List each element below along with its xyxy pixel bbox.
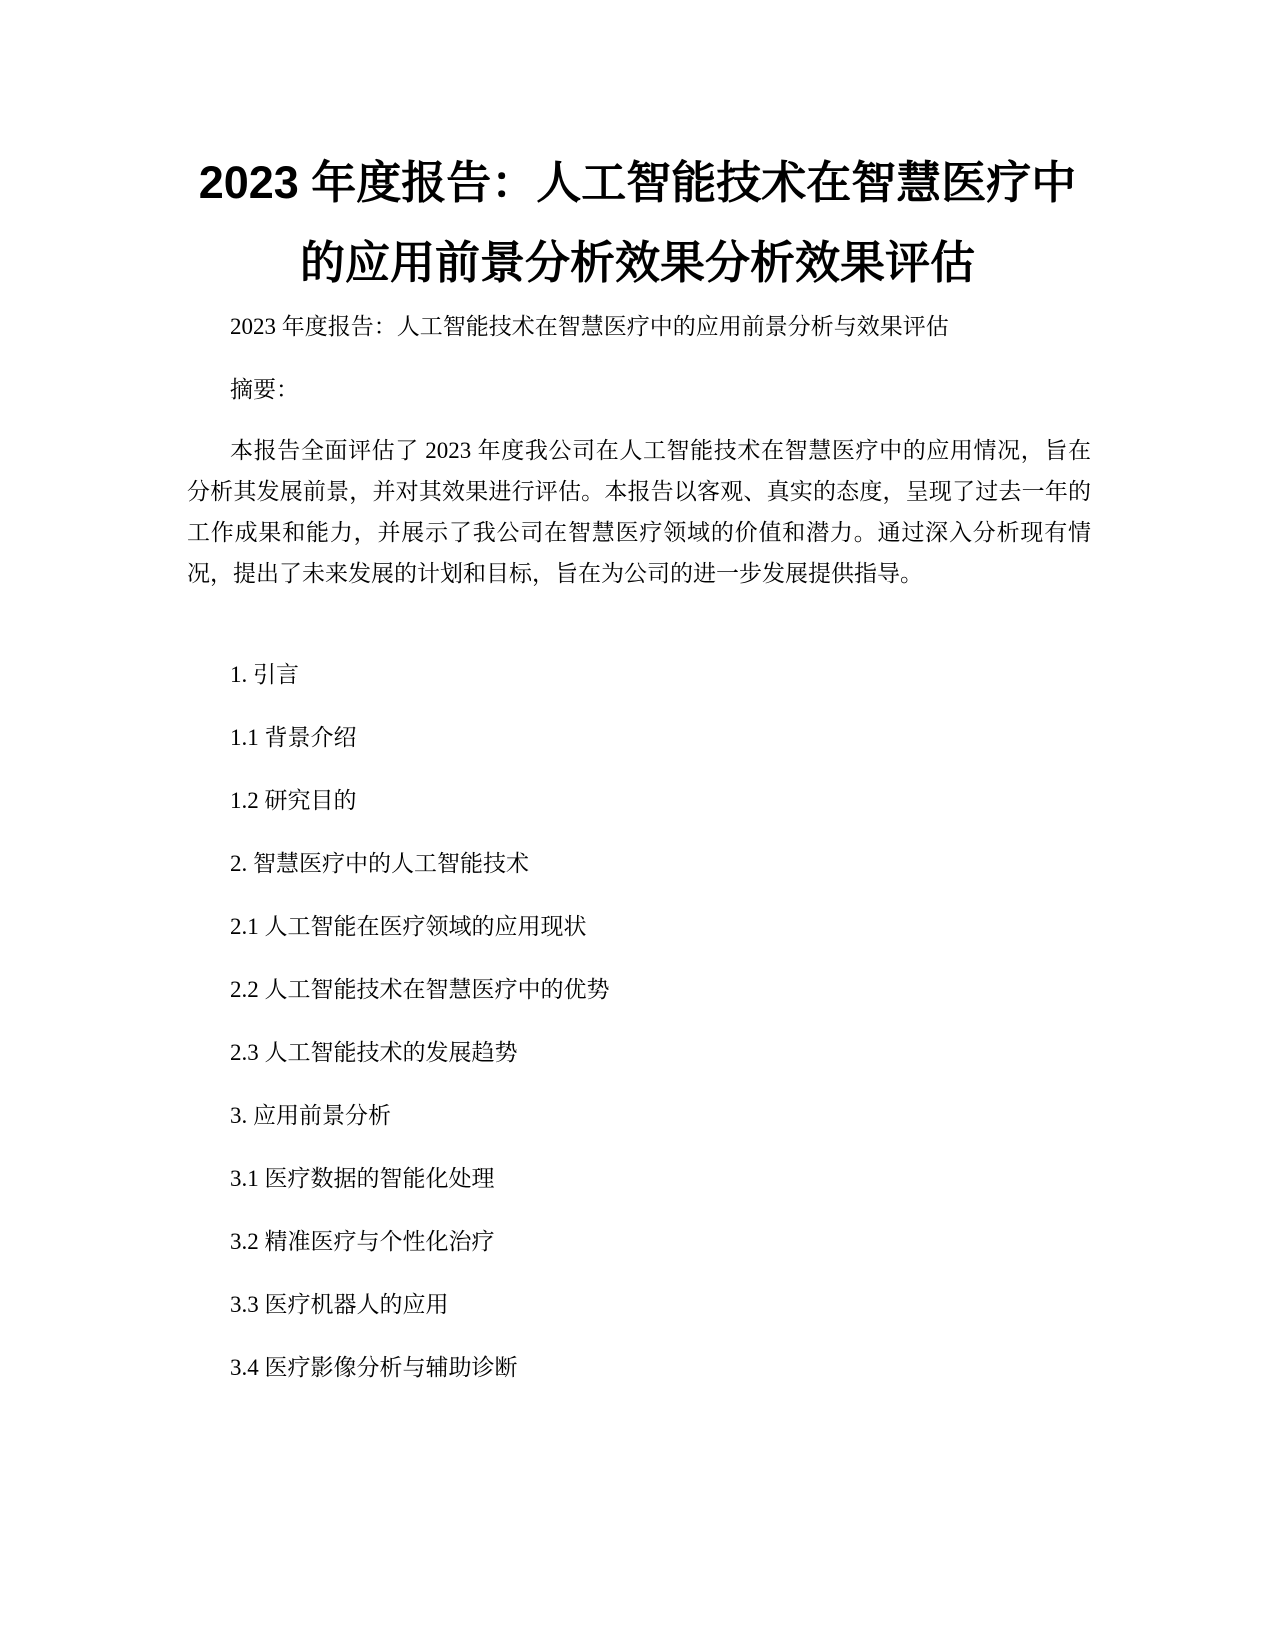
outline-item: 3.3 医疗机器人的应用 [230, 1292, 449, 1317]
document-title [150, 143, 1125, 303]
outline-item: 2.2 人工智能技术在智慧医疗中的优势 [230, 977, 610, 1002]
report-subtitle: 2023 年度报告：人工智能技术在智慧医疗中的应用前景分析与效果评估 [230, 314, 949, 339]
abstract-label: 摘要： [230, 377, 299, 402]
abstract-paragraph: 本报告全面评估了 2023 年度我公司在人工智能技术在智慧医疗中的应用情况，旨在分析其发展前景，并对其效果进行评估。本报告以客观、真实的态度，呈现了过去一年的工作成果和能力，并展示了我公司在智慧医疗领域的价值和潜力。通过深入分析现有情况，提出了未来发展的计划和目标，旨在为公司的进一步发展提供指导。 [187, 438, 1091, 586]
title-line-2: 的应用前景分析效果分析效果评估 [299, 237, 975, 288]
outline-item: 3.1 医疗数据的智能化处理 [230, 1166, 495, 1191]
outline-item: 2.1 人工智能在医疗领域的应用现状 [230, 914, 587, 939]
outline-item: 2.3 人工智能技术的发展趋势 [230, 1040, 518, 1065]
outline-item: 1. 引言 [230, 662, 299, 687]
title-line-1: 2023 年度报告：人工智能技术在智慧医疗中 [198, 157, 1077, 208]
outline-item: 3.4 医疗影像分析与辅助诊断 [230, 1355, 518, 1380]
outline-item: 3.2 精准医疗与个性化治疗 [230, 1229, 495, 1254]
outline-item: 2. 智慧医疗中的人工智能技术 [230, 851, 529, 876]
outline-item: 3. 应用前景分析 [230, 1103, 391, 1128]
outline-item: 1.1 背景介绍 [230, 725, 357, 750]
outline-item: 1.2 研究目的 [230, 788, 357, 813]
